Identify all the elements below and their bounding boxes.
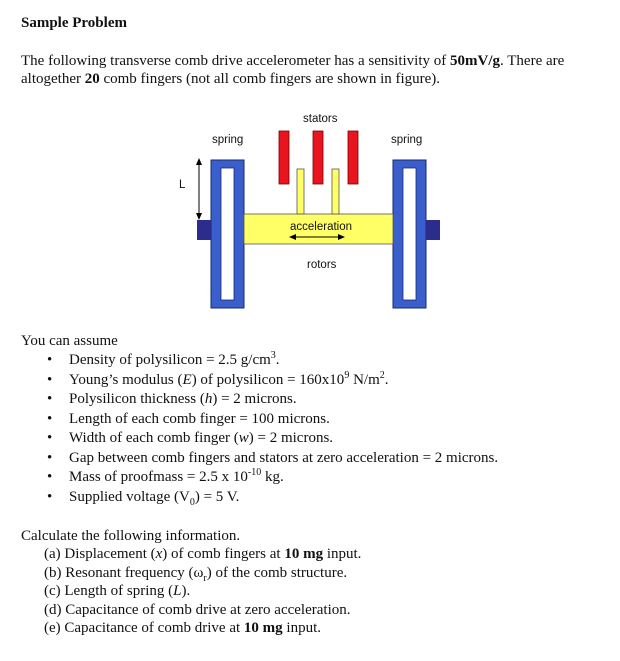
left-anchor bbox=[197, 220, 211, 240]
question-list bbox=[44, 545, 361, 638]
spring-label-right: spring bbox=[391, 134, 423, 146]
assumption-list bbox=[21, 351, 498, 507]
intro-text-1: The following transverse comb drive accelerometer has a sensitivity of bbox=[21, 53, 451, 69]
intro-text-3: comb fingers (not all comb fingers are shown in figure). bbox=[99, 71, 441, 87]
list-item: (d) Capacitance of comb drive at zero acceleration. bbox=[44, 601, 351, 618]
left-spring-slot bbox=[221, 168, 234, 300]
length-label: L bbox=[179, 179, 186, 191]
acceleration-label: acceleration bbox=[290, 221, 353, 233]
calculate-heading: Calculate the following information. bbox=[21, 528, 241, 544]
right-anchor bbox=[426, 220, 440, 240]
intro-text-2: . There are altogether bbox=[21, 53, 565, 87]
list-item: • Polysilicon thickness (h) = 2 microns. bbox=[21, 390, 498, 410]
length-arrow-head-top bbox=[196, 158, 202, 165]
list-item: • Gap between comb fingers and stators at zero acceleration = 2 microns. bbox=[21, 449, 498, 469]
right-spring-slot bbox=[403, 168, 416, 300]
stator bbox=[313, 131, 323, 184]
list-item: (c) Length of spring (L). bbox=[44, 583, 191, 600]
assume-heading: You can assume bbox=[21, 333, 118, 349]
length-arrow-head-bottom bbox=[196, 213, 202, 220]
list-item: • Mass of proofmass = 2.5 x $10^{-10}$ kg. bbox=[21, 468, 498, 488]
comb-drive-diagram bbox=[0, 100, 620, 315]
page-title: Sample Problem bbox=[21, 15, 127, 31]
list-item: (a) Displacement (x) of comb fingers at 10 mg input. bbox=[44, 546, 362, 562]
list-item: • Length of each comb finger = 100 microns. bbox=[21, 410, 498, 430]
rotors-label: rotors bbox=[307, 259, 337, 271]
list-item: • Supplied voltage $(V_0) = 5$ V. bbox=[21, 488, 498, 508]
list-item: • Density of polysilicon = 2.5 $g/cm^3$. bbox=[21, 351, 498, 371]
list-item: • Width of each comb finger (w) = 2 microns. bbox=[21, 429, 498, 449]
stator bbox=[279, 131, 289, 184]
stators-label: stators bbox=[303, 113, 338, 125]
finger-count: 20 bbox=[84, 71, 100, 87]
list-item: (b) Resonant frequency $(\omega_r)$ of the comb structure. bbox=[44, 564, 348, 584]
list-item: (e) Capacitance of comb drive at 10 mg input. bbox=[44, 620, 321, 637]
stator bbox=[348, 131, 358, 184]
list-item: • Young’s modulus (E) of polysilicon = $160x10^9$ $N/m^2$. bbox=[21, 371, 498, 391]
rotor-finger bbox=[332, 169, 339, 214]
intro-paragraph bbox=[21, 52, 601, 88]
sensitivity-value: 50mV/g bbox=[450, 53, 501, 69]
rotor-finger bbox=[297, 169, 304, 214]
spring-label-left: spring bbox=[212, 134, 244, 146]
